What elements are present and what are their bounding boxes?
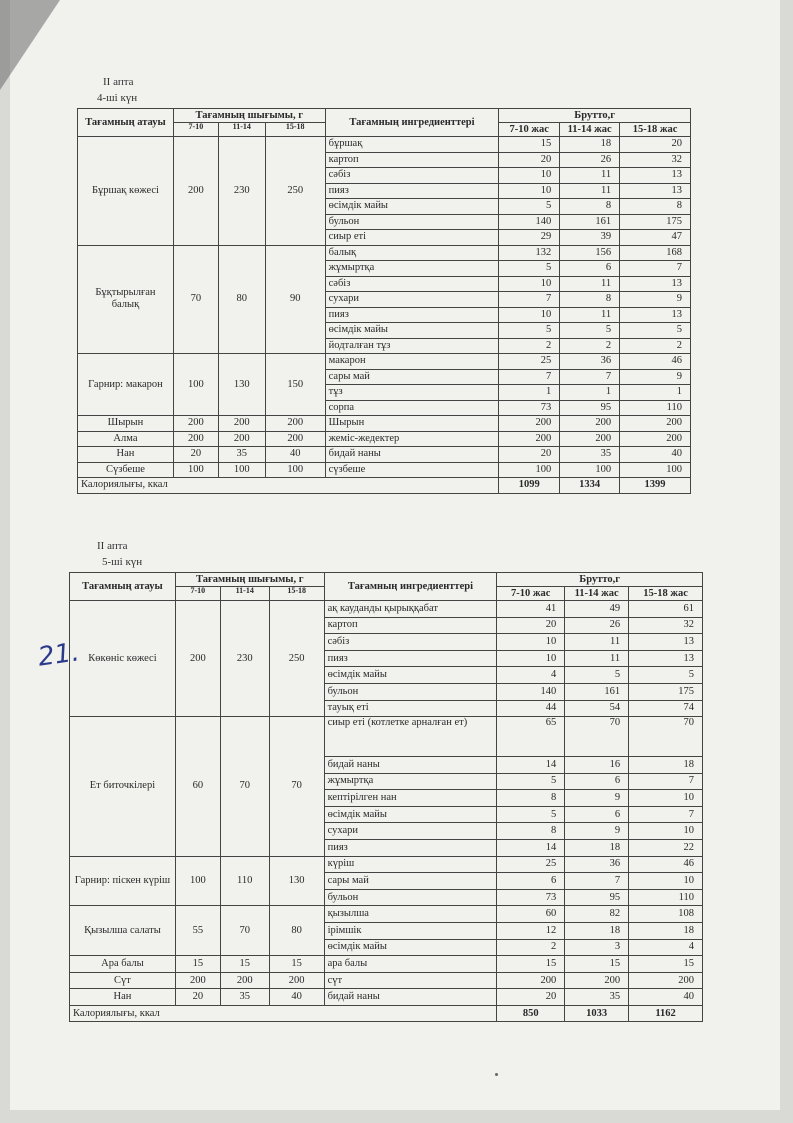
dish-output: 35	[220, 989, 269, 1006]
brutto-value: 26	[565, 617, 629, 634]
ingredient-name: өсімдік майы	[324, 667, 497, 684]
brutto-value: 95	[565, 889, 629, 906]
ingredient-name: сүт	[324, 972, 497, 989]
dish-output: 200	[175, 601, 220, 717]
brutto-value: 8	[560, 292, 620, 308]
dish-output: 70	[220, 717, 269, 856]
brutto-value: 100	[499, 462, 560, 478]
brutto-value: 175	[629, 683, 703, 700]
ingredient-row	[70, 989, 703, 1006]
brutto-value: 13	[620, 276, 691, 292]
header-brutto: Брутто,г	[497, 573, 703, 587]
brutto-value: 200	[620, 416, 691, 432]
brutto-value: 32	[620, 152, 691, 168]
ingredient-name: пияз	[324, 839, 497, 856]
ingredient-row	[70, 856, 703, 873]
brutto-value: 9	[565, 790, 629, 807]
dish-output: 80	[218, 245, 265, 354]
brutto-value: 2	[497, 939, 565, 956]
brutto-value: 13	[620, 183, 691, 199]
brutto-value: 18	[565, 839, 629, 856]
brutto-value: 15	[629, 956, 703, 973]
dish-output: 200	[220, 972, 269, 989]
brutto-value: 20	[499, 152, 560, 168]
header-brutto-age: 7-10 жас	[499, 123, 560, 137]
brutto-value: 200	[560, 416, 620, 432]
dish-output: 90	[265, 245, 325, 354]
dish-output: 200	[218, 416, 265, 432]
ingredient-row	[78, 245, 691, 261]
brutto-value: 11	[560, 168, 620, 184]
brutto-value: 12	[497, 922, 565, 939]
dish-output: 70	[220, 906, 269, 956]
brutto-value: 10	[497, 634, 565, 651]
brutto-value: 18	[565, 922, 629, 939]
header-brutto-age: 11-14 жас	[565, 587, 629, 601]
dish-output: 200	[265, 431, 325, 447]
dish-output: 15	[175, 956, 220, 973]
brutto-value: 200	[629, 972, 703, 989]
ingredient-name: бульон	[325, 214, 499, 230]
brutto-value: 32	[629, 617, 703, 634]
brutto-value: 100	[560, 462, 620, 478]
brutto-value: 15	[565, 956, 629, 973]
brutto-value: 16	[565, 756, 629, 773]
brutto-value: 14	[497, 839, 565, 856]
dish-output: 70	[173, 245, 218, 354]
brutto-value: 7	[565, 873, 629, 890]
ingredient-row	[70, 956, 703, 973]
ingredient-name: бидай наны	[325, 447, 499, 463]
ingredient-row	[70, 717, 703, 757]
brutto-value: 46	[620, 354, 691, 370]
dish-output: 200	[265, 416, 325, 432]
brutto-value: 13	[620, 307, 691, 323]
brutto-value: 161	[565, 683, 629, 700]
ingredient-name: пияз	[324, 650, 497, 667]
ingredient-name: жұмыртқа	[325, 261, 499, 277]
header-output: Тағамның шығымы, г	[175, 573, 324, 587]
ingredient-row	[70, 601, 703, 618]
total-label: Калориялығы, ккал	[78, 478, 499, 494]
header-brutto: Брутто,г	[499, 109, 691, 123]
brutto-value: 9	[620, 292, 691, 308]
brutto-value: 11	[560, 276, 620, 292]
dish-output: 100	[265, 462, 325, 478]
ingredient-name: өсімдік майы	[324, 939, 497, 956]
brutto-value: 161	[560, 214, 620, 230]
section1-day: 4-ші күн	[97, 92, 138, 104]
brutto-value: 200	[497, 972, 565, 989]
brutto-value: 9	[565, 823, 629, 840]
dish-output: 20	[175, 989, 220, 1006]
brutto-value: 1	[499, 385, 560, 401]
dish-output: 100	[218, 462, 265, 478]
brutto-value: 39	[560, 230, 620, 246]
dish-output: 100	[175, 856, 220, 906]
dish-output: 150	[265, 354, 325, 416]
header-brutto-age: 7-10 жас	[497, 587, 565, 601]
dish-output: 230	[218, 137, 265, 246]
brutto-value: 2	[620, 338, 691, 354]
ingredient-name: сүзбеше	[325, 462, 499, 478]
header-row	[78, 109, 691, 123]
dish-output: 200	[269, 972, 324, 989]
dish-name: Нан	[70, 989, 176, 1006]
header-brutto-age: 11-14 жас	[560, 123, 620, 137]
ingredient-name: сиыр еті (котлетке арналған ет)	[324, 717, 497, 757]
brutto-value: 15	[499, 137, 560, 153]
brutto-value: 49	[565, 601, 629, 618]
brutto-value: 4	[629, 939, 703, 956]
ingredient-name: бульон	[324, 683, 497, 700]
ingredient-name: макарон	[325, 354, 499, 370]
dish-output: 100	[173, 354, 218, 416]
total-row	[78, 478, 691, 494]
ingredient-name: Шырын	[325, 416, 499, 432]
dish-output: 230	[220, 601, 269, 717]
brutto-value: 6	[565, 773, 629, 790]
brutto-value: 13	[620, 168, 691, 184]
ingredient-name: сәбіз	[325, 168, 499, 184]
brutto-value: 2	[560, 338, 620, 354]
scan-shadow	[0, 0, 60, 90]
dish-output: 200	[173, 431, 218, 447]
ingredient-name: өсімдік майы	[325, 323, 499, 339]
brutto-value: 5	[620, 323, 691, 339]
ingredient-row	[78, 431, 691, 447]
dish-output: 80	[269, 906, 324, 956]
dish-output: 40	[265, 447, 325, 463]
menu-table-day5	[69, 572, 703, 1022]
total-row	[70, 1005, 703, 1022]
brutto-value: 7	[560, 369, 620, 385]
dish-name: Көкөніс көжесі	[70, 601, 176, 717]
ingredient-name: өсімдік майы	[324, 806, 497, 823]
brutto-value: 1	[560, 385, 620, 401]
dish-name: Бұршақ көжесі	[78, 137, 174, 246]
dish-output: 15	[220, 956, 269, 973]
ingredient-name: қызылша	[324, 906, 497, 923]
ingredient-name: кептірілген нан	[324, 790, 497, 807]
header-brutto-age: 15-18 жас	[620, 123, 691, 137]
total-value: 1099	[499, 478, 560, 494]
dish-output: 15	[269, 956, 324, 973]
ingredient-name: бидай наны	[324, 989, 497, 1006]
header-ingredients: Тағамның ингредиенттері	[325, 109, 499, 137]
ingredient-name: сорпа	[325, 400, 499, 416]
brutto-value: 11	[560, 307, 620, 323]
brutto-value: 8	[497, 823, 565, 840]
brutto-value: 14	[497, 756, 565, 773]
header-output-age: 7-10	[175, 587, 220, 601]
brutto-value: 110	[620, 400, 691, 416]
dish-output: 70	[269, 717, 324, 856]
dish-name: Гарнир: піскен күріш	[70, 856, 176, 906]
brutto-value: 25	[499, 354, 560, 370]
ingredient-name: бұршақ	[325, 137, 499, 153]
brutto-value: 1	[620, 385, 691, 401]
brutto-value: 36	[565, 856, 629, 873]
section2-week: II апта	[97, 540, 128, 552]
dish-output: 200	[218, 431, 265, 447]
dish-name: Қызылша салаты	[70, 906, 176, 956]
total-value: 1334	[560, 478, 620, 494]
brutto-value: 60	[497, 906, 565, 923]
brutto-value: 73	[499, 400, 560, 416]
dish-name: Ара балы	[70, 956, 176, 973]
total-value: 1162	[629, 1005, 703, 1022]
section2-day: 5-ші күн	[102, 556, 143, 568]
brutto-value: 41	[497, 601, 565, 618]
ingredient-name: пияз	[325, 183, 499, 199]
brutto-value: 70	[629, 717, 703, 757]
total-value: 1033	[565, 1005, 629, 1022]
brutto-value: 10	[499, 276, 560, 292]
brutto-value: 70	[565, 717, 629, 757]
brutto-value: 47	[620, 230, 691, 246]
brutto-value: 10	[499, 168, 560, 184]
brutto-value: 7	[620, 261, 691, 277]
dish-name: Сүзбеше	[78, 462, 174, 478]
brutto-value: 20	[497, 989, 565, 1006]
dish-name: Бұқтырылған балық	[78, 245, 174, 354]
brutto-value: 140	[497, 683, 565, 700]
ingredient-name: сары май	[324, 873, 497, 890]
dish-name: Сүт	[70, 972, 176, 989]
header-output-age: 11-14	[220, 587, 269, 601]
brutto-value: 36	[560, 354, 620, 370]
brutto-value: 61	[629, 601, 703, 618]
ingredient-row	[70, 906, 703, 923]
ingredient-name: сиыр еті	[325, 230, 499, 246]
header-output: Тағамның шығымы, г	[173, 109, 325, 123]
brutto-value: 4	[497, 667, 565, 684]
ingredient-name: сәбіз	[325, 276, 499, 292]
header-output-age: 15-18	[265, 123, 325, 137]
brutto-value: 168	[620, 245, 691, 261]
brutto-value: 20	[497, 617, 565, 634]
brutto-value: 6	[560, 261, 620, 277]
brutto-value: 7	[499, 292, 560, 308]
ingredient-name: балық	[325, 245, 499, 261]
brutto-value: 10	[499, 183, 560, 199]
brutto-value: 5	[497, 773, 565, 790]
dish-output: 130	[218, 354, 265, 416]
dish-output: 200	[173, 137, 218, 246]
brutto-value: 6	[565, 806, 629, 823]
ingredient-name: ара балы	[324, 956, 497, 973]
brutto-value: 5	[499, 261, 560, 277]
brutto-value: 5	[560, 323, 620, 339]
brutto-value: 35	[565, 989, 629, 1006]
ingredient-row	[78, 137, 691, 153]
ingredient-name: өсімдік майы	[325, 199, 499, 215]
header-output-age: 11-14	[218, 123, 265, 137]
header-row	[70, 573, 703, 587]
brutto-value: 8	[497, 790, 565, 807]
dish-name: Гарнир: макарон	[78, 354, 174, 416]
brutto-value: 5	[565, 667, 629, 684]
dish-output: 110	[220, 856, 269, 906]
brutto-value: 110	[629, 889, 703, 906]
brutto-value: 200	[565, 972, 629, 989]
header-output-age: 7-10	[173, 123, 218, 137]
header-output-age: 15-18	[269, 587, 324, 601]
menu-table-day4	[77, 108, 691, 494]
dish-name: Нан	[78, 447, 174, 463]
total-value: 1399	[620, 478, 691, 494]
total-label: Калориялығы, ккал	[70, 1005, 497, 1022]
brutto-value: 20	[620, 137, 691, 153]
dish-output: 130	[269, 856, 324, 906]
dish-name: Шырын	[78, 416, 174, 432]
ingredient-name: бульон	[324, 889, 497, 906]
brutto-value: 5	[499, 199, 560, 215]
brutto-value: 200	[499, 431, 560, 447]
dish-output: 20	[173, 447, 218, 463]
total-value: 850	[497, 1005, 565, 1022]
ingredient-name: сухари	[325, 292, 499, 308]
brutto-value: 200	[560, 431, 620, 447]
header-dish: Тағамның атауы	[78, 109, 174, 137]
brutto-value: 7	[629, 806, 703, 823]
dish-output: 200	[175, 972, 220, 989]
brutto-value: 18	[560, 137, 620, 153]
brutto-value: 15	[497, 956, 565, 973]
ingredient-name: пияз	[325, 307, 499, 323]
handwritten-page-number: 21.	[36, 637, 82, 673]
dish-output: 200	[173, 416, 218, 432]
ingredient-row	[78, 447, 691, 463]
brutto-value: 9	[620, 369, 691, 385]
brutto-value: 22	[629, 839, 703, 856]
brutto-value: 5	[629, 667, 703, 684]
brutto-value: 3	[565, 939, 629, 956]
header-dish: Тағамның атауы	[70, 573, 176, 601]
ingredient-name: картоп	[325, 152, 499, 168]
ingredient-name: ақ кауданды қырыққабат	[324, 601, 497, 618]
brutto-value: 200	[499, 416, 560, 432]
brutto-value: 2	[499, 338, 560, 354]
brutto-value: 18	[629, 756, 703, 773]
brutto-value: 140	[499, 214, 560, 230]
brutto-value: 100	[620, 462, 691, 478]
ingredient-name: жұмыртқа	[324, 773, 497, 790]
brutto-value: 7	[629, 773, 703, 790]
ingredient-name: тауық еті	[324, 700, 497, 717]
brutto-value: 10	[629, 790, 703, 807]
ingredient-name: сары май	[325, 369, 499, 385]
ingredient-name: күріш	[324, 856, 497, 873]
brutto-value: 10	[497, 650, 565, 667]
brutto-value: 11	[565, 650, 629, 667]
brutto-value: 7	[499, 369, 560, 385]
brutto-value: 26	[560, 152, 620, 168]
brutto-value: 40	[629, 989, 703, 1006]
brutto-value: 10	[629, 823, 703, 840]
brutto-value: 13	[629, 650, 703, 667]
section1-week: II апта	[103, 76, 134, 88]
brutto-value: 74	[629, 700, 703, 717]
ingredient-row	[78, 416, 691, 432]
ingredient-name: тұз	[325, 385, 499, 401]
dish-output: 250	[269, 601, 324, 717]
brutto-value: 73	[497, 889, 565, 906]
brutto-value: 18	[629, 922, 703, 939]
brutto-value: 25	[497, 856, 565, 873]
header-ingredients: Тағамның ингредиенттері	[324, 573, 497, 601]
brutto-value: 156	[560, 245, 620, 261]
ingredient-name: йодталған тұз	[325, 338, 499, 354]
dish-output: 100	[173, 462, 218, 478]
brutto-value: 108	[629, 906, 703, 923]
ingredient-name: жеміс-жедектер	[325, 431, 499, 447]
brutto-value: 35	[560, 447, 620, 463]
ingredient-row	[70, 972, 703, 989]
brutto-value: 13	[629, 634, 703, 651]
brutto-value: 20	[499, 447, 560, 463]
brutto-value: 8	[620, 199, 691, 215]
ingredient-name: ірімшік	[324, 922, 497, 939]
brutto-value: 175	[620, 214, 691, 230]
ingredient-name: сухари	[324, 823, 497, 840]
brutto-value: 5	[497, 806, 565, 823]
brutto-value: 11	[565, 634, 629, 651]
brutto-value: 132	[499, 245, 560, 261]
brutto-value: 82	[565, 906, 629, 923]
header-brutto-age: 15-18 жас	[629, 587, 703, 601]
dish-output: 250	[265, 137, 325, 246]
brutto-value: 95	[560, 400, 620, 416]
dish-output: 40	[269, 989, 324, 1006]
brutto-value: 65	[497, 717, 565, 757]
dish-output: 60	[175, 717, 220, 856]
brutto-value: 6	[497, 873, 565, 890]
ingredient-name: бидай наны	[324, 756, 497, 773]
brutto-value: 11	[560, 183, 620, 199]
brutto-value: 29	[499, 230, 560, 246]
brutto-value: 44	[497, 700, 565, 717]
brutto-value: 5	[499, 323, 560, 339]
brutto-value: 40	[620, 447, 691, 463]
brutto-value: 54	[565, 700, 629, 717]
dish-output: 55	[175, 906, 220, 956]
dish-output: 35	[218, 447, 265, 463]
ingredient-row	[78, 354, 691, 370]
brutto-value: 10	[629, 873, 703, 890]
ingredient-name: картоп	[324, 617, 497, 634]
brutto-value: 46	[629, 856, 703, 873]
scan-speck	[495, 1073, 498, 1076]
dish-name: Ет биточкілері	[70, 717, 176, 856]
ingredient-name: сәбіз	[324, 634, 497, 651]
ingredient-row	[78, 462, 691, 478]
brutto-value: 10	[499, 307, 560, 323]
brutto-value: 8	[560, 199, 620, 215]
brutto-value: 200	[620, 431, 691, 447]
dish-name: Алма	[78, 431, 174, 447]
